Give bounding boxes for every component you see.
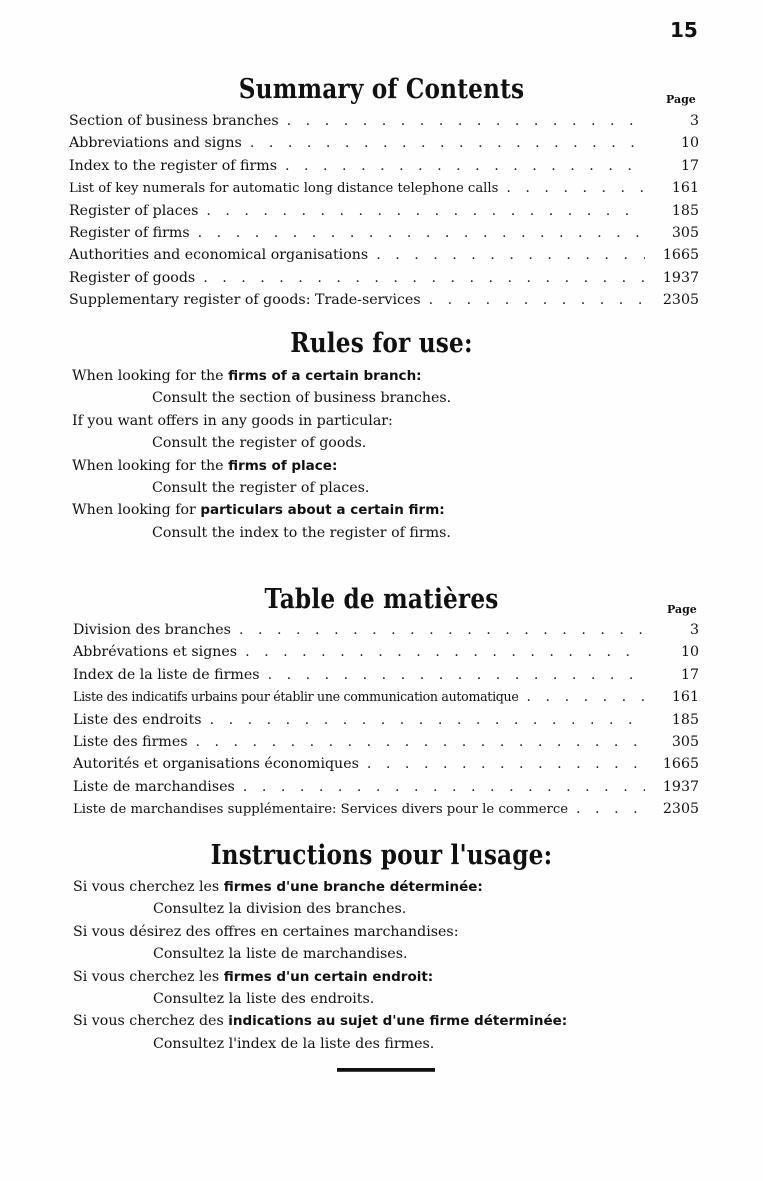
toc-page: 17 <box>680 666 699 683</box>
toc-label: Authorities and economical organisations <box>69 247 369 264</box>
toc-label: Liste de marchandises <box>73 778 235 795</box>
instruction-emphasis: firmes d'un certain endroit: <box>223 968 434 985</box>
summary-list <box>69 113 699 315</box>
toc-page: 1937 <box>662 778 699 795</box>
rule-instruction: Consult the register of places. <box>152 479 370 496</box>
toc-page: 10 <box>680 135 699 152</box>
instruction-text: Si vous cherchez des <box>73 1013 229 1030</box>
instruction-condition <box>73 879 693 901</box>
toc-page: 2305 <box>662 292 699 309</box>
toc-row <box>69 225 699 247</box>
toc-page: 17 <box>680 157 699 174</box>
toc-page: 161 <box>671 689 699 706</box>
toc-page: 2305 <box>662 801 699 818</box>
rule-emphasis: firms of place: <box>228 457 338 474</box>
toc-row <box>73 734 699 756</box>
rule-instruction: Consult the section of business branches. <box>152 390 452 407</box>
toc-row <box>69 203 699 225</box>
rule-condition <box>72 368 692 390</box>
instructions-title: Instructions pour l'usage: <box>210 840 553 871</box>
rules-list <box>72 368 692 547</box>
rule-text: If you want offers in any goods in particular: <box>72 412 393 429</box>
toc-label: Supplementary register of goods: Trade-services <box>69 292 421 309</box>
toc-row <box>69 247 699 269</box>
page-number: 15 <box>670 18 698 42</box>
instruction-action: Consultez la liste de marchandises. <box>153 946 408 963</box>
toc-label: Index to the register of firms <box>69 157 277 174</box>
rule-condition <box>72 458 692 480</box>
toc-row <box>69 270 699 292</box>
closing-rule <box>337 1068 435 1072</box>
toc-row <box>73 622 699 644</box>
table-list <box>73 622 699 824</box>
rule-text: When looking for the <box>72 368 229 384</box>
instruction-text: Si vous cherchez les <box>73 879 224 895</box>
table-title: Table de matières <box>264 584 499 615</box>
rule-instruction: Consult the index to the register of firms. <box>152 524 451 541</box>
instruction-condition <box>73 969 693 991</box>
summary-page-label: Page <box>666 93 696 106</box>
toc-page: 185 <box>671 202 699 219</box>
instruction-condition <box>73 924 693 946</box>
rules-title: Rules for use: <box>290 328 473 359</box>
table-page-label: Page <box>667 603 697 616</box>
instruction-action: Consultez l'index de la liste des firmes. <box>153 1035 435 1052</box>
toc-page: 10 <box>680 644 699 661</box>
rule-condition <box>72 502 692 524</box>
instruction-text: Si vous cherchez les <box>73 968 224 985</box>
instruction-action: Consultez la division des branches. <box>153 901 407 918</box>
toc-row <box>69 135 699 157</box>
summary-title: Summary of Contents <box>238 74 525 105</box>
toc-page: 1937 <box>662 269 699 286</box>
toc-label: Register of places <box>69 202 199 219</box>
toc-page: 185 <box>671 711 699 728</box>
toc-label: Liste des firmes <box>73 733 188 750</box>
toc-row <box>73 756 699 778</box>
toc-row <box>73 712 699 734</box>
toc-label: Register of goods <box>69 269 196 286</box>
toc-row <box>73 779 699 801</box>
toc-label: Division des branches <box>73 622 231 638</box>
instruction-text: Si vous désirez des offres en certaines marchandises: <box>73 923 459 940</box>
toc-page: 3 <box>689 113 699 129</box>
toc-page: 161 <box>671 180 699 197</box>
toc-label: Liste de marchandises supplémentaire: Services divers pour le commerce <box>73 802 569 818</box>
toc-row <box>69 180 699 202</box>
toc-label: Register of firms <box>69 224 190 241</box>
toc-row <box>73 801 699 823</box>
rule-emphasis: particulars about a certain firm: <box>200 502 445 519</box>
toc-label: Section of business branches <box>69 113 279 129</box>
toc-page: 3 <box>689 622 699 638</box>
instruction-condition <box>73 1013 693 1035</box>
toc-label: Index de la liste de firmes <box>73 666 260 683</box>
rule-emphasis: firms of a certain branch: <box>228 368 422 384</box>
toc-label: Abbreviations and signs <box>69 135 242 152</box>
rule-instruction: Consult the register of goods. <box>152 435 367 452</box>
instruction-emphasis: firmes d'une branche déterminée: <box>223 879 483 895</box>
toc-page: 305 <box>671 224 699 241</box>
instructions-list <box>73 879 693 1058</box>
toc-page: 1665 <box>662 247 699 264</box>
toc-label: List of key numerals for automatic long distance telephone calls <box>69 181 499 197</box>
toc-row <box>73 667 699 689</box>
toc-label: Liste des indicatifs urbains pour établir une communication automatique <box>73 689 519 705</box>
instruction-emphasis: indications au sujet d'une firme déterminée: <box>228 1013 568 1030</box>
toc-row <box>69 113 699 135</box>
toc-label: Liste des endroits <box>73 711 202 728</box>
toc-label: Autorités et organisations économiques <box>73 756 359 773</box>
rule-text: When looking for <box>72 502 201 519</box>
toc-page: 305 <box>671 733 699 750</box>
toc-page: 1665 <box>662 756 699 773</box>
rule-condition <box>72 413 692 435</box>
toc-row <box>73 689 699 711</box>
rule-text: When looking for the <box>72 457 229 474</box>
instruction-action: Consultez la liste des endroits. <box>153 990 375 1007</box>
toc-row <box>69 158 699 180</box>
toc-row <box>69 292 699 314</box>
toc-row <box>73 644 699 666</box>
toc-label: Abbrévations et signes <box>73 644 238 661</box>
